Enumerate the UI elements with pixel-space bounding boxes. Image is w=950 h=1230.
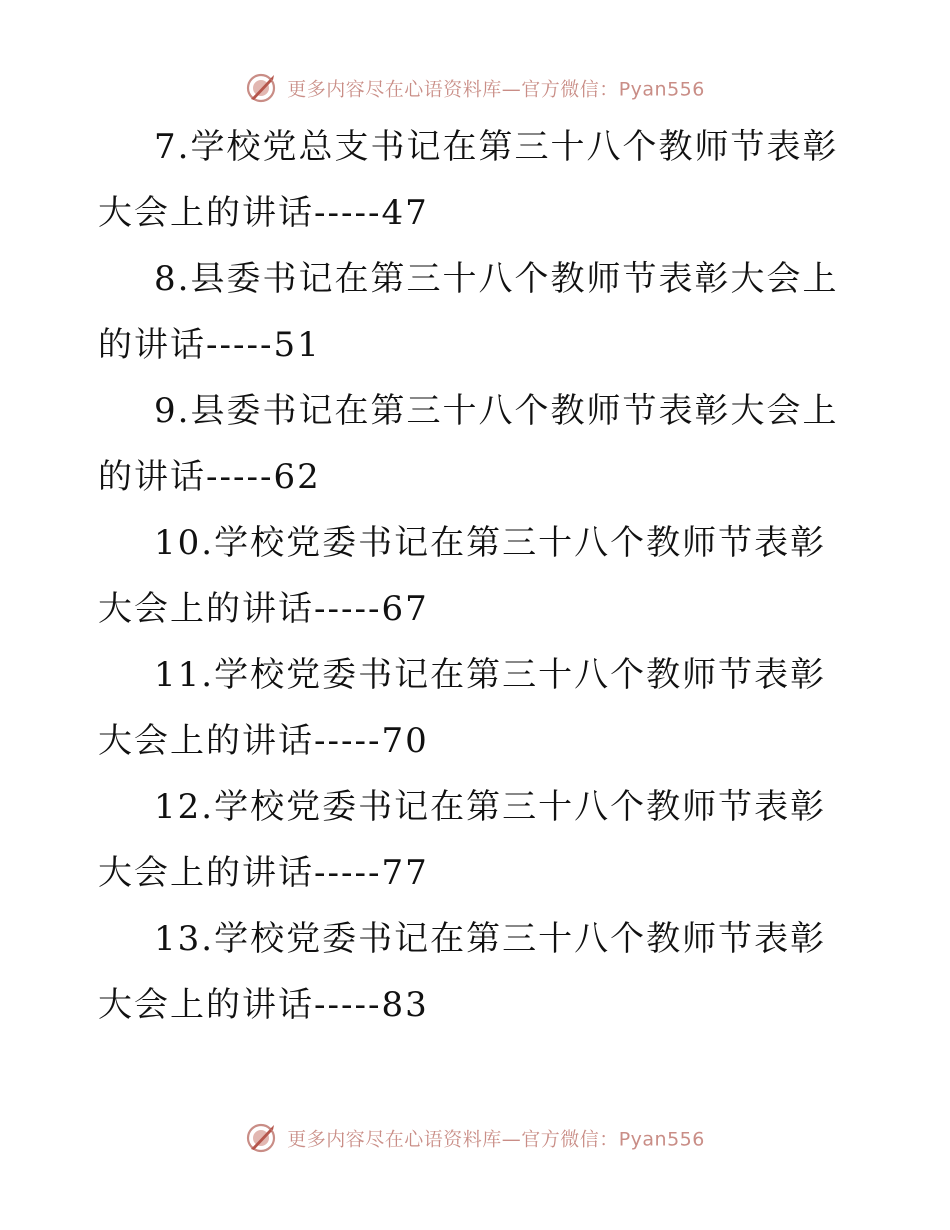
footer-watermark (0, 1122, 950, 1154)
toc-item: 9.县委书记在第三十八个教师节表彰大会上的讲话-----62 (98, 391, 839, 497)
toc-item: 8.县委书记在第三十八个教师节表彰大会上的讲话-----51 (98, 259, 839, 365)
toc-item: 10.学校党委书记在第三十八个教师节表彰大会上的讲话-----67 (98, 523, 827, 629)
toc-item: 7.学校党总支书记在第三十八个教师节表彰大会上的讲话-----47 (98, 127, 839, 233)
quill-logo-icon (245, 72, 277, 104)
quill-logo-icon (245, 1122, 277, 1154)
header-watermark (0, 72, 950, 104)
toc-item: 13.学校党委书记在第三十八个教师节表彰大会上的讲话-----83 (98, 919, 827, 1025)
table-of-contents (98, 114, 858, 1038)
watermark-text: 更多内容尽在心语资料库—官方微信：Pyan556 (287, 1128, 705, 1151)
toc-item: 11.学校党委书记在第三十八个教师节表彰大会上的讲话-----70 (98, 655, 827, 761)
watermark-text: 更多内容尽在心语资料库—官方微信：Pyan556 (287, 78, 705, 101)
toc-item: 12.学校党委书记在第三十八个教师节表彰大会上的讲话-----77 (98, 787, 827, 893)
